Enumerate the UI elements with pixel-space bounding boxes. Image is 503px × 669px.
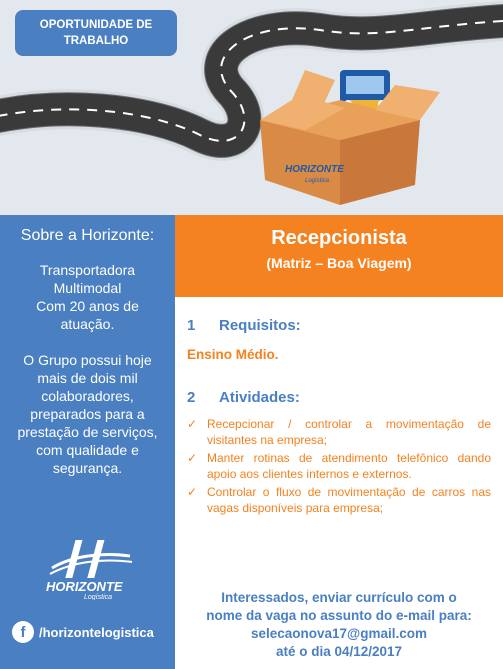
about-paragraph-2 bbox=[2, 351, 173, 477]
activities-heading bbox=[187, 389, 300, 406]
activities-label: Atividades: bbox=[219, 389, 300, 406]
checkmark-icon: ✓ bbox=[187, 417, 198, 431]
job-subtitle: (Matriz – Boa Viagem) bbox=[266, 255, 412, 271]
badge-line-1: OPORTUNIDADE DE bbox=[39, 19, 153, 31]
deadline: até o dia 04/12/2017 bbox=[275, 644, 403, 659]
about-p2-line: preparados para a bbox=[30, 406, 145, 422]
logo-name: HORIZONTE bbox=[46, 579, 123, 594]
about-p2-line: com qualidade e bbox=[36, 442, 139, 458]
logo-sub: Logística bbox=[84, 594, 113, 600]
checkmark-icon: ✓ bbox=[187, 485, 198, 499]
opportunity-badge bbox=[15, 10, 177, 56]
activity-text: Controlar o fluxo de movimentação de carros nas vagas disponíveis para empresa; bbox=[207, 485, 491, 515]
about-paragraph-1 bbox=[4, 261, 171, 333]
badge-line-2: TRABALHO bbox=[63, 35, 129, 47]
activity-text: Recepcionar / controlar a movimentação de visitantes na empresa; bbox=[207, 417, 491, 447]
about-p1-line: Transportadora bbox=[39, 262, 136, 278]
about-p1-line: atuação. bbox=[60, 316, 115, 332]
requirements-heading bbox=[187, 317, 301, 334]
horizonte-logo bbox=[42, 538, 137, 600]
job-title: Recepcionista bbox=[271, 227, 407, 249]
about-p2-line: colaboradores, bbox=[41, 388, 134, 404]
cta-line-1: Interessados, enviar currículo com o bbox=[221, 590, 457, 605]
list-item bbox=[187, 451, 491, 482]
contact-email[interactable]: selecaonova17@gmail.com bbox=[251, 626, 427, 641]
application-instructions bbox=[175, 589, 503, 661]
about-p2-line: segurança. bbox=[52, 460, 123, 476]
list-item bbox=[187, 417, 491, 448]
facebook-icon: f bbox=[12, 621, 34, 643]
hero-illustration bbox=[0, 0, 503, 215]
list-item bbox=[187, 485, 491, 516]
job-header bbox=[175, 215, 503, 297]
about-p1-line: Com 20 anos de bbox=[36, 298, 139, 314]
checkmark-icon: ✓ bbox=[187, 451, 198, 465]
activities-number: 2 bbox=[187, 389, 196, 406]
requirements-text: Ensino Médio. bbox=[187, 347, 279, 362]
about-title: Sobre a Horizonte: bbox=[20, 227, 155, 244]
box-logo-name: HORIZONTE bbox=[285, 164, 344, 175]
about-p2-line: mais de dois mil bbox=[37, 370, 138, 386]
activity-text: Manter rotinas de atendimento telefônico dando apoio aos clientes internos e externos. bbox=[207, 451, 491, 481]
about-p2-line: prestação de serviços, bbox=[17, 424, 158, 440]
box-logo-sub: Logística bbox=[305, 178, 330, 184]
facebook-handle: /horizontelogistica bbox=[39, 624, 154, 640]
job-details bbox=[175, 297, 503, 669]
requirements-number: 1 bbox=[187, 317, 196, 334]
about-p2-line: O Grupo possui hoje bbox=[23, 352, 152, 368]
about-p1-line: Multimodal bbox=[53, 280, 122, 296]
about-sidebar bbox=[0, 215, 175, 669]
cta-line-2: nome da vaga no assunto do e-mail para: bbox=[206, 608, 472, 623]
requirements-label: Requisitos: bbox=[219, 317, 301, 334]
activities-list bbox=[187, 417, 491, 519]
facebook-link[interactable] bbox=[12, 620, 172, 644]
